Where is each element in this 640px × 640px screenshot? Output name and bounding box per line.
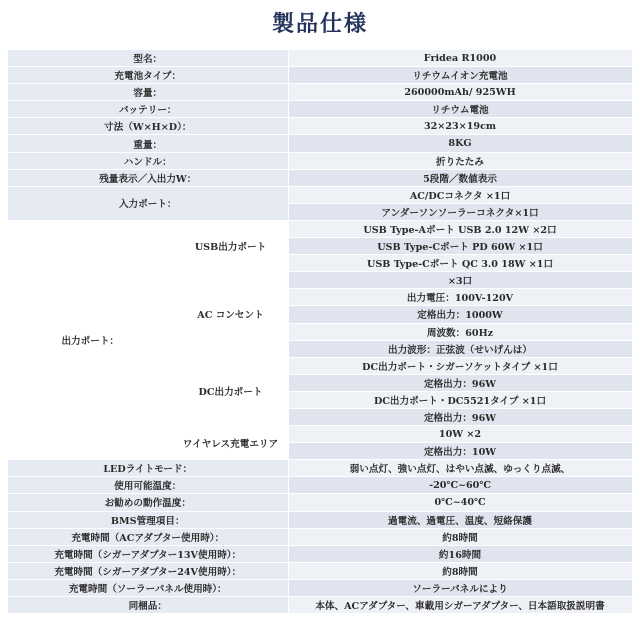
spec-label: 使用可能温度： bbox=[8, 477, 288, 494]
spec-value: アンダーソンソーラーコネクタ×1口 bbox=[288, 203, 632, 220]
spec-label: 容量： bbox=[8, 84, 288, 101]
spec-value: 折りたたみ bbox=[288, 152, 632, 169]
spec-value: 0℃~40℃ bbox=[288, 494, 632, 511]
spec-row bbox=[8, 186, 632, 203]
spec-row bbox=[8, 460, 632, 477]
spec-row bbox=[8, 494, 632, 511]
spec-label: 型名： bbox=[8, 50, 288, 67]
spec-value: 260000mAh/ 925WH bbox=[288, 84, 632, 101]
spec-value: ×3口 bbox=[288, 272, 632, 289]
spec-row bbox=[8, 545, 632, 562]
spec-label: 充電時間（ACアダプター使用時）： bbox=[8, 528, 288, 545]
spec-value: DC出力ポート・DC5521タイプ ×1口 bbox=[288, 391, 632, 408]
output-port-label: 出力ポート： bbox=[8, 220, 173, 459]
spec-value: 定格出力：1000W bbox=[288, 306, 632, 323]
spec-value: 周波数：60Hz bbox=[288, 323, 632, 340]
spec-label: ハンドル： bbox=[8, 152, 288, 169]
spec-value: USB Type-Aポート USB 2.0 12W ×2口 bbox=[288, 220, 632, 237]
spec-row bbox=[8, 220, 632, 237]
spec-row bbox=[8, 152, 632, 169]
spec-label: LEDライトモード： bbox=[8, 460, 288, 477]
output-wireless-label: ワイヤレス充電エリア bbox=[173, 426, 288, 460]
spec-row bbox=[8, 528, 632, 545]
spec-value: ソーラーパネルにより bbox=[288, 579, 632, 596]
spec-row bbox=[8, 597, 632, 614]
input-port-label: 入力ポート： bbox=[8, 186, 288, 220]
output-usb-label: USB出力ポート bbox=[173, 220, 288, 271]
spec-value: DC出力ポート・シガーソケットタイプ ×1口 bbox=[288, 357, 632, 374]
spec-row bbox=[8, 50, 632, 67]
spec-row bbox=[8, 477, 632, 494]
spec-value: 32×23×19cm bbox=[288, 118, 632, 135]
spec-label: 同梱品： bbox=[8, 597, 288, 614]
spec-value: 約16時間 bbox=[288, 545, 632, 562]
spec-label: 充電時間（シガーアダプター24V使用時）： bbox=[8, 562, 288, 579]
spec-value: USB Type-Cポート PD 60W ×1口 bbox=[288, 238, 632, 255]
spec-label: BMS管理項目： bbox=[8, 511, 288, 528]
spec-label: バッテリー： bbox=[8, 101, 288, 118]
page-title: 製品仕様 bbox=[271, 11, 368, 37]
spec-label: 寸法（W×H×D）： bbox=[8, 118, 288, 135]
spec-row bbox=[8, 169, 632, 186]
spec-row bbox=[8, 511, 632, 528]
spec-value: リチウムイオン充電池 bbox=[288, 67, 632, 84]
spec-value: 約8時間 bbox=[288, 562, 632, 579]
spec-value: 本体、ACアダプター、車載用シガーアダプター、日本語取扱説明書 bbox=[288, 597, 632, 614]
spec-value: 8KG bbox=[288, 135, 632, 152]
spec-table bbox=[8, 50, 633, 614]
output-ac-label: AC コンセント bbox=[173, 272, 288, 357]
spec-label: 残量表示／入出力W： bbox=[8, 169, 288, 186]
spec-value: 定格出力：96W bbox=[288, 374, 632, 391]
output-dc-label: DC出力ポート bbox=[173, 357, 288, 425]
spec-label: 充電時間（ソーラーパネル使用時）： bbox=[8, 579, 288, 596]
spec-value: USB Type-Cポート QC 3.0 18W ×1口 bbox=[288, 255, 632, 272]
spec-value: リチウム電池 bbox=[288, 101, 632, 118]
spec-row bbox=[8, 135, 632, 152]
spec-row bbox=[8, 579, 632, 596]
spec-row bbox=[8, 118, 632, 135]
spec-value: 定格出力：10W bbox=[288, 443, 632, 460]
spec-row bbox=[8, 101, 632, 118]
spec-value: 10W ×2 bbox=[288, 426, 632, 443]
spec-row bbox=[8, 562, 632, 579]
spec-value: 過電流、過電圧、温度、短絡保護 bbox=[288, 511, 632, 528]
spec-value: 5段階／数値表示 bbox=[288, 169, 632, 186]
spec-value: 約8時間 bbox=[288, 528, 632, 545]
spec-value: 定格出力：96W bbox=[288, 408, 632, 425]
spec-row bbox=[8, 67, 632, 84]
spec-label: お勧めの動作温度： bbox=[8, 494, 288, 511]
spec-label: 充電時間（シガーアダプター13V使用時）： bbox=[8, 545, 288, 562]
spec-label: 充電池タイプ： bbox=[8, 67, 288, 84]
spec-value: Fridea R1000 bbox=[288, 50, 632, 67]
spec-value: 出力電圧：100V-120V bbox=[288, 289, 632, 306]
spec-label: 重量： bbox=[8, 135, 288, 152]
spec-value: AC/DCコネクタ ×1口 bbox=[288, 186, 632, 203]
spec-value: -20℃~60℃ bbox=[288, 477, 632, 494]
spec-value: 出力波形：正弦波（せいげんは） bbox=[288, 340, 632, 357]
spec-row bbox=[8, 84, 632, 101]
spec-value: 弱い点灯、強い点灯、はやい点滅、ゆっくり点滅、 bbox=[288, 460, 632, 477]
